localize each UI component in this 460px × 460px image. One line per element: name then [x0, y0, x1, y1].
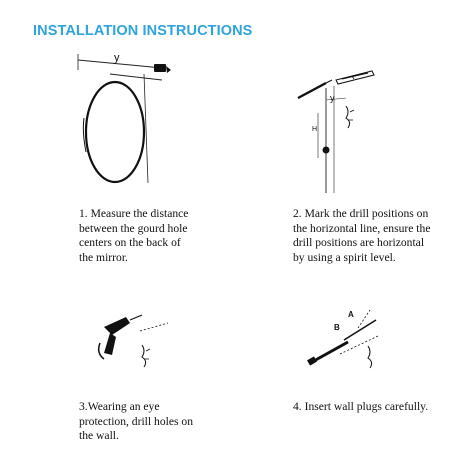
plug-label-b: B: [334, 323, 340, 332]
drill-icon: [99, 315, 142, 359]
step-4-text: 4. Insert wall plugs carefully.: [293, 400, 429, 413]
step-2-illustration: [290, 58, 390, 198]
step-4-illustration: [298, 300, 388, 380]
spirit-level-icon: [336, 71, 374, 84]
dimension-label-y: y: [114, 52, 120, 64]
step-1-illustration: [70, 48, 180, 198]
step-3-text: 3.Wearing an eye protection, drill holes on the wall.: [79, 400, 193, 443]
hammer-icon: [307, 342, 348, 366]
tape-measure-icon: [154, 64, 171, 73]
dimension-label-y: y: [330, 93, 335, 103]
dimension-label-h: H: [312, 126, 318, 133]
plug-label-a: A: [348, 310, 354, 319]
step-1-text: 1. Measure the distance between the gourd hole centers on the back of the mirror.: [79, 207, 189, 264]
step-3-illustration: [90, 305, 170, 375]
step-2-text: 2. Mark the drill positions on the horizontal line, ensure the drill positions are horizontal by using a spirit level.: [293, 207, 431, 264]
page-title: INSTALLATION INSTRUCTIONS: [33, 23, 253, 39]
pencil-icon: [298, 80, 332, 98]
